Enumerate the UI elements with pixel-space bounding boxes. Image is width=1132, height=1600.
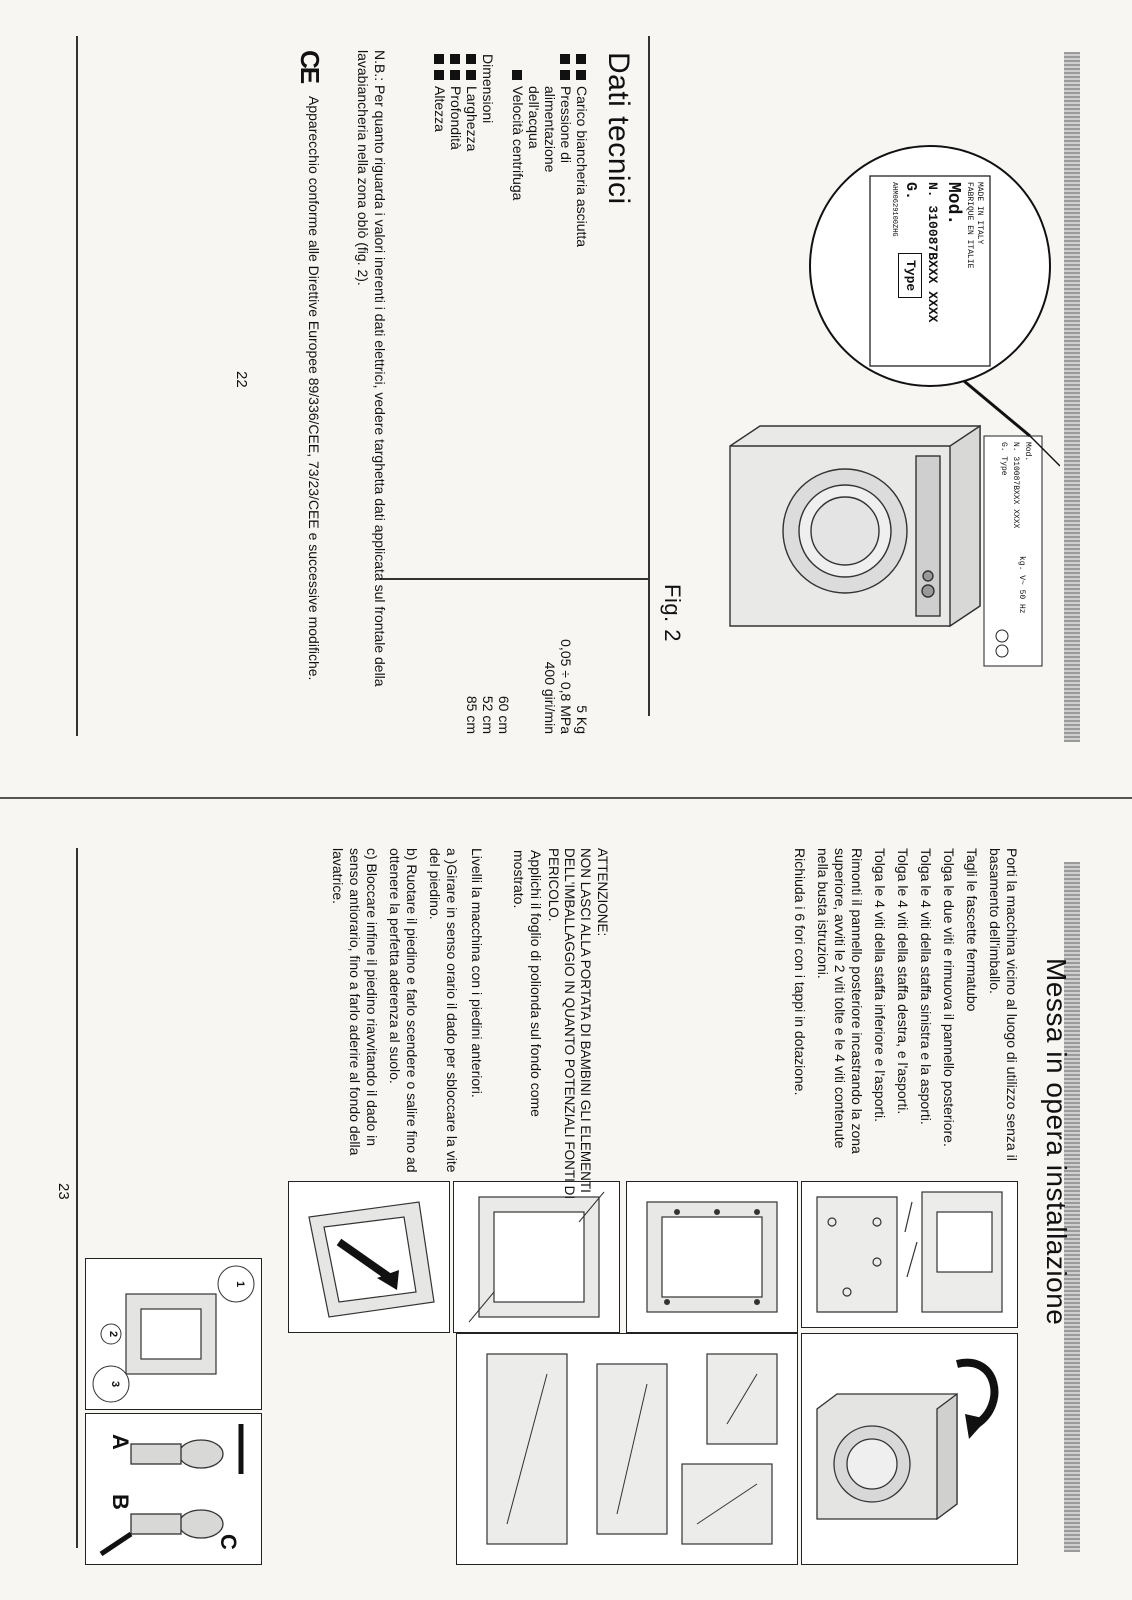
spec-row xyxy=(526,54,574,554)
page-number-23: 23 xyxy=(55,1183,72,1200)
spec-label-velocita: Velocità centrifuga xyxy=(510,86,526,201)
page-22 xyxy=(50,36,1080,756)
figure-move-machine xyxy=(801,1333,1018,1565)
svg-text:Mod.: Mod. xyxy=(1023,442,1032,462)
plate-type-label: Type xyxy=(898,253,922,298)
figure-2-label: Fig. 2 xyxy=(660,584,685,643)
figure-back-panel xyxy=(626,1181,798,1333)
figure-leveling-details xyxy=(85,1258,262,1410)
leveling-step-c: c) Bloccare infine il piedino riavvitando il dado in senso antiorario, fino a farlo aderire al fondo della lavatrice. xyxy=(330,848,380,1156)
instruction-paragraph: Richiuda i 6 fori con i tappi in dotazione. xyxy=(792,848,808,1096)
page-number-22: 22 xyxy=(233,371,250,388)
section-divider xyxy=(649,36,651,716)
spec-row xyxy=(510,54,526,554)
ce-mark-icon: CE xyxy=(295,50,325,83)
plate-mod-label: Mod. xyxy=(943,182,963,226)
leveling-step-a: a )Girare in senso orario il dado per sbloccare la vite del piedino. xyxy=(427,848,460,1173)
foot-label-c: C xyxy=(216,1534,241,1550)
instruction-paragraph: Tolga le 4 viti della staffa destra, e l'asporti. xyxy=(895,848,911,1115)
spec-column-divider xyxy=(380,578,650,580)
instruction-paragraph: Rimonti il pannello posteriore incastrando la zona superiore, avviti le 2 viti tolte e le 4 viti contenute nella busta istruzioni. xyxy=(815,848,865,1154)
spec-label-pressione: Pressione di alimentazione dell'acqua xyxy=(526,86,574,173)
foot-label-b: B xyxy=(108,1494,133,1510)
plate-small-code: AHM0629100ZHG xyxy=(890,182,898,237)
page-23 xyxy=(50,848,1080,1568)
instruction-paragraph: Tagli le fascette fermatubo xyxy=(964,848,980,1012)
attention-warning: NON LASCI ALLA PORTATA DI BAMBINI GLI ELEMENTI DELL'IMBALLAGGIO IN QUANTO POTENZIALI FONTI DI PERICOLO. xyxy=(546,848,593,1200)
svg-text:G. Type: G. Type xyxy=(999,442,1008,476)
dim-label-profondita: Profondità xyxy=(448,86,464,150)
instruction-paragraph: Tolga le 4 viti della staffa sinistra e la asporti. xyxy=(918,848,934,1125)
spec-values xyxy=(464,584,590,734)
washing-machine-drawing xyxy=(730,426,980,626)
conformity-statement: Apparecchio conforme alle Direttive Europee 89/336/CEE, 73/23/CEE e successive modifiche. xyxy=(306,96,322,681)
spec-label-carico: Carico biancheria asciutta xyxy=(574,86,590,248)
plate-serial: 310087BXXX XXXX xyxy=(925,205,940,323)
figure-insert-panel xyxy=(288,1181,450,1333)
electrical-note: N.B.: Per quanto riguarda i valori inerenti i dati elettrici, vedere targhetta dati applicata sul frontale della lavabiancheria nella zona oblò (fig. 2). xyxy=(355,50,388,687)
foil-instruction: Applichi il foglio di polionda sul fondo come mostrato. xyxy=(511,850,544,1117)
figure-bracket-details xyxy=(456,1333,798,1565)
spec-row xyxy=(574,54,590,554)
rating-plate-small xyxy=(984,436,1042,666)
dim-value-altezza: 85 cm xyxy=(464,695,480,734)
plate-g-label: G. xyxy=(902,182,919,201)
plate-fabrique: FABRIQUE EN ITALIE xyxy=(965,182,974,269)
dim-row xyxy=(448,54,464,554)
detail-number-2: 2 xyxy=(107,1331,119,1338)
foot-label-a: A xyxy=(108,1434,133,1450)
dim-value-profondita: 52 cm xyxy=(480,695,496,734)
dimensions-heading: Dimensioni xyxy=(480,54,496,124)
figure-remove-brackets xyxy=(801,1181,1018,1328)
plate-made-in-italy: MADE IN ITALY xyxy=(975,182,984,245)
spec-list xyxy=(432,54,590,554)
plate-n-label: N. xyxy=(925,182,940,198)
leveling-intro: Livelli la macchina con i piedini anteriori. xyxy=(469,848,485,1098)
spec-value-velocita: 400 giri/min xyxy=(542,661,558,734)
instruction-text xyxy=(785,848,1020,1178)
page-title-messa-in-opera: Messa in opera installazione xyxy=(1041,958,1072,1326)
spec-value-pressione: 0,05 ÷ 0,8 MPa xyxy=(558,639,574,734)
figure-panel-frame xyxy=(453,1181,620,1333)
page-fold-line xyxy=(0,797,1132,799)
instruction-paragraph: Tolga le due viti e rimuova il pannello posteriore. xyxy=(941,848,957,1147)
figure-2 xyxy=(670,136,1060,676)
dim-value-larghezza: 60 cm xyxy=(496,695,512,734)
detail-number-1: 1 xyxy=(234,1281,246,1288)
instruction-paragraph: Tolga le 4 viti della staffa inferiore e l'asporti. xyxy=(872,848,888,1123)
page-22-bottom-rule xyxy=(77,36,79,736)
figure-foot-adjustment xyxy=(85,1413,262,1565)
detail-number-3: 3 xyxy=(109,1381,121,1388)
svg-text:N. 310087BXXX XXXX: N. 310087BXXX XXXX xyxy=(1011,442,1020,529)
dim-row xyxy=(464,54,480,554)
page-23-bottom-rule xyxy=(77,848,79,1548)
dim-label-altezza: Altezza xyxy=(432,86,448,132)
instruction-paragraph: Porti la macchina vicino al luogo di utilizzo senza il basamento dell'imballo. xyxy=(987,848,1020,1161)
leveling-instructions xyxy=(323,848,485,1178)
svg-text:kg. V~ 50 Hz: kg. V~ 50 Hz xyxy=(1017,556,1026,614)
rating-plate-large xyxy=(889,182,984,366)
dim-label-larghezza: Larghezza xyxy=(464,86,480,152)
page-title-dati-tecnici: Dati tecnici xyxy=(602,52,635,205)
dim-row xyxy=(432,54,448,554)
leveling-step-b: b) Ruotare il piedino e farlo scendere o salire fino ad ottenere la perfetta aderenza al suolo. xyxy=(387,848,420,1173)
spec-value-carico: 5 Kg xyxy=(574,705,590,734)
attention-heading: ATTENZIONE: xyxy=(595,848,610,937)
